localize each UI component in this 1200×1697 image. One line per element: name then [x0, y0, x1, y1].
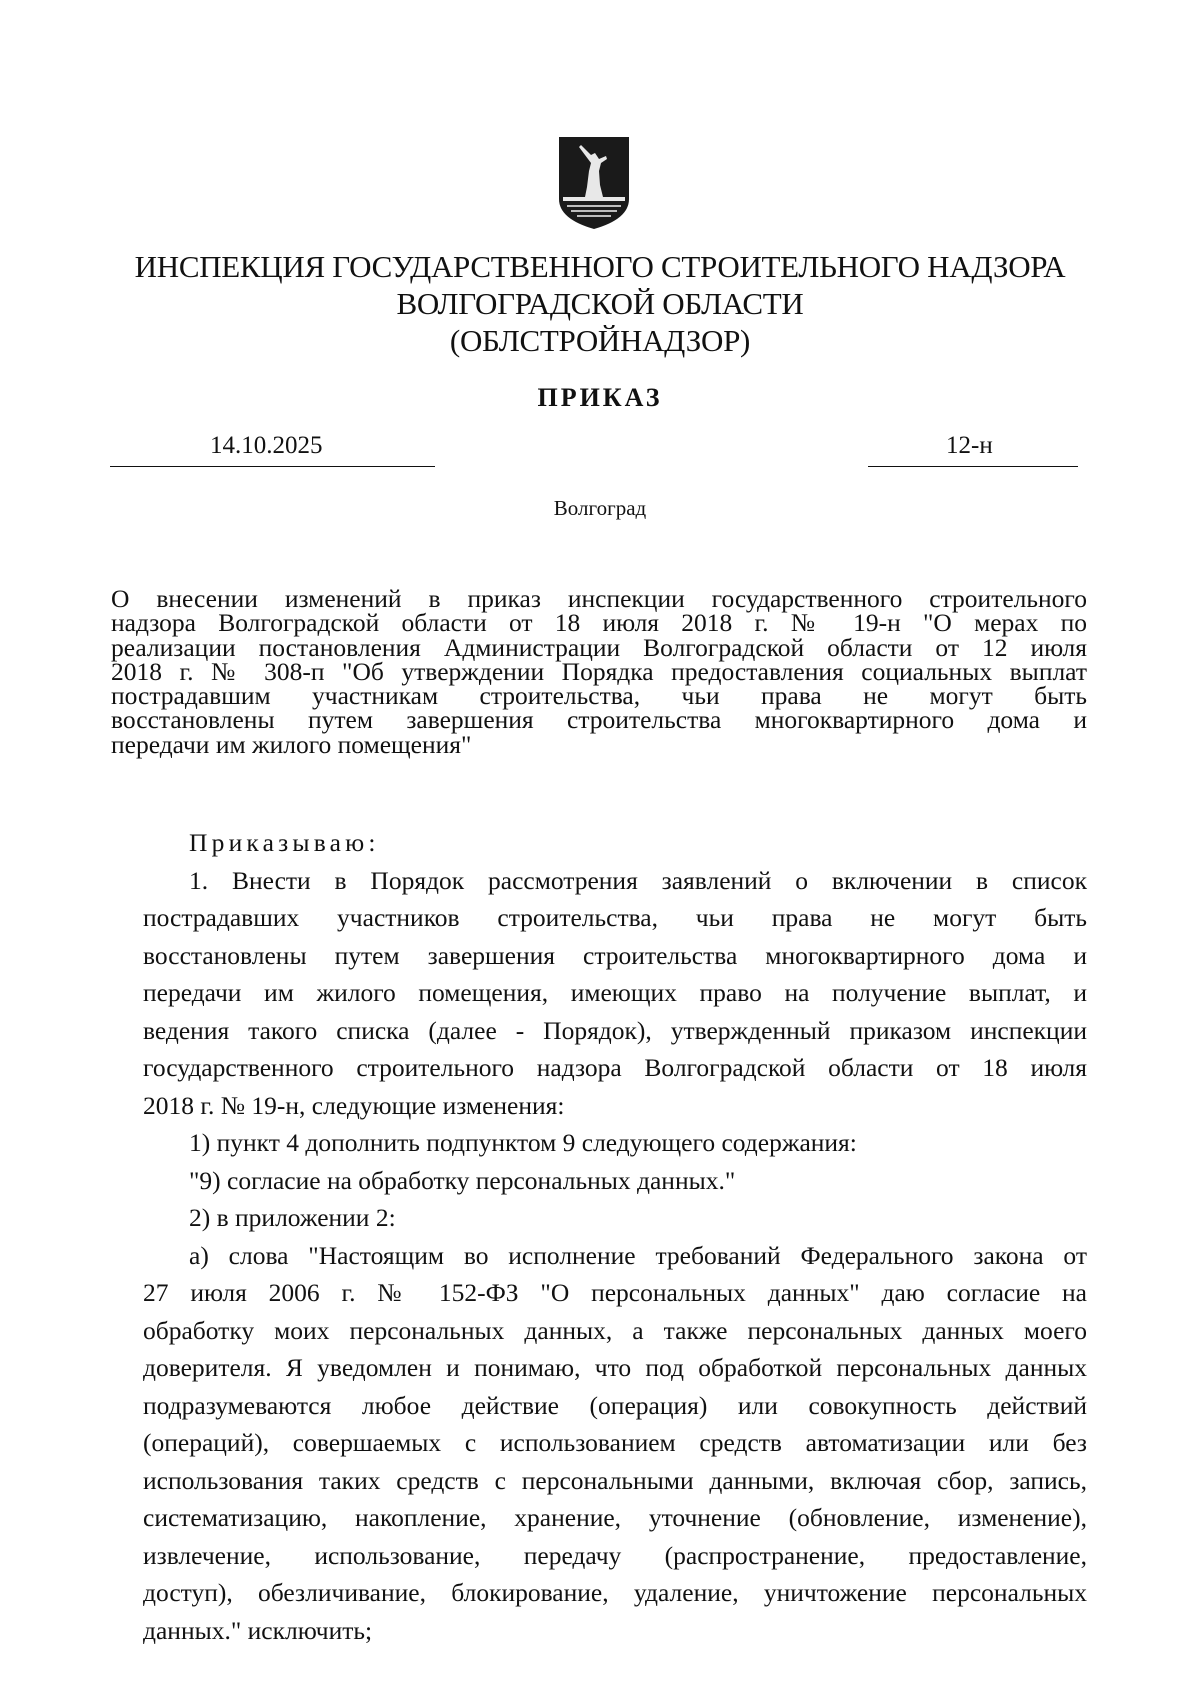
body-line: 2) в приложении 2: [189, 1203, 396, 1232]
document-number: 12-н [946, 432, 993, 459]
subject-line: восстановлены путем завершения строительства многоквартирного дома и [111, 705, 1087, 735]
body-line: 1. Внести в Порядок рассмотрения заявлений о включении в список [189, 865, 1087, 895]
org-name-line: ВОЛГОГРАДСКОЙ ОБЛАСТИ [396, 286, 804, 321]
document-date: 14.10.2025 [210, 432, 323, 459]
document-date-field [110, 430, 435, 467]
body-line: обработку моих персональных данных, а также персональных данных моего [143, 1315, 1087, 1345]
org-name-line: (ОБЛСТРОЙНАДЗОР) [449, 323, 751, 358]
document-number-field [868, 430, 1078, 467]
body-line: доступ), обезличивание, блокирование, удаление, уничтожение персональных [143, 1578, 1087, 1607]
body-line: восстановлены путем завершения строительства многоквартирного дома и [143, 940, 1087, 970]
document-body [143, 824, 1087, 1649]
body-line: извлечение, использование, передачу (распространение, предоставление, [143, 1540, 1087, 1570]
body-line: а) слова "Настоящим во исполнение требований Федерального закона от [189, 1240, 1087, 1270]
body-line: подразумеваются любое действие (операция) или совокупность действий [143, 1390, 1087, 1420]
body-line: доверителя. Я уведомлен и понимаю, что под обработкой персональных данных [143, 1353, 1087, 1382]
body-line: передачи им жилого помещения, имеющих право на получение выплат, и [143, 978, 1087, 1007]
org-name-line: ИНСПЕКЦИЯ ГОСУДАРСТВЕННОГО СТРОИТЕЛЬНОГО НАДЗОРА [134, 249, 1066, 284]
body-line: "9) согласие на обработку персональных данных." [189, 1165, 736, 1195]
body-line: 1) пункт 4 дополнить подпунктом 9 следующего содержания: [189, 1128, 857, 1157]
body-line: ведения такого списка (далее - Порядок), утвержденный приказом инспекции [143, 1015, 1087, 1045]
body-line: данных." исключить; [143, 1615, 373, 1645]
subject-line: пострадавшим участникам строительства, чьи права не могут быть [111, 681, 1087, 711]
document-city: Волгоград [553, 496, 647, 520]
document-subject [111, 584, 1087, 759]
body-line: систематизацию, накопление, хранение, уточнение (обновление, изменение), [143, 1503, 1087, 1532]
subject-line: реализации постановления Администрации Волгоградской области от 12 июля [111, 632, 1087, 662]
body-line: 27 июля 2006 г. № 152-ФЗ "О персональных данных" даю согласие на [143, 1278, 1087, 1307]
subject-line: О внесении изменений в приказ инспекции государственного строительного [111, 584, 1087, 613]
order-word: Приказываю: [189, 828, 380, 857]
body-line: (операций), совершаемых с использованием средств автоматизации или без [143, 1428, 1087, 1457]
body-line: государственного строительного надзора Волгоградской области от 18 июля [143, 1053, 1087, 1082]
body-line: пострадавших участников строительства, чьи права не могут быть [143, 903, 1087, 932]
subject-line: надзора Волгоградской области от 18 июля 2018 г. № 19-н "О мерах по [111, 608, 1087, 638]
organization-name [100, 248, 1100, 359]
volgograd-coat-of-arms-icon [557, 135, 631, 231]
body-line: 2018 г. № 19-н, следующие изменения: [143, 1090, 565, 1120]
subject-line: передачи им жилого помещения" [111, 729, 472, 759]
document-type-title: ПРИКАЗ [537, 383, 663, 412]
body-line: использования таких средств с персональными данными, включая сбор, запись, [143, 1465, 1087, 1495]
subject-line: 2018 г. № 308-п "Об утверждении Порядка предоставления социальных выплат [111, 656, 1087, 686]
